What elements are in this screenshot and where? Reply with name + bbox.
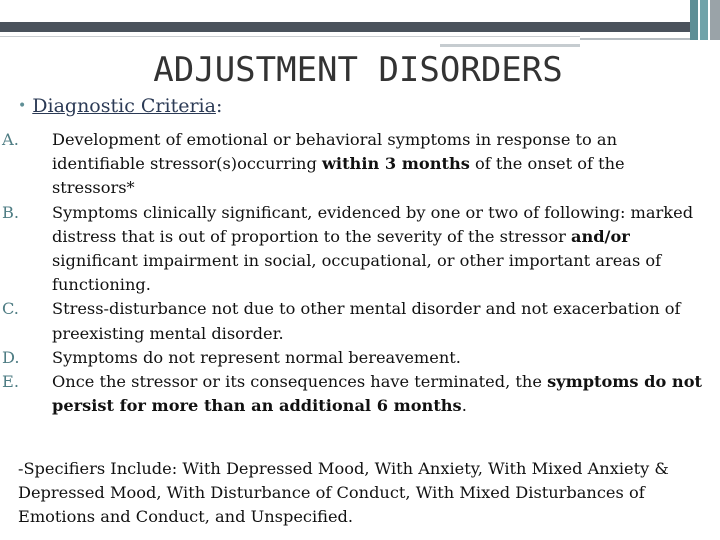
criterion-text: Stress-disturbance not due to other mental disorder and not exacerbation of preexisting mental disorder. [52,299,681,343]
slide-title-text: ADJUSTMENT DISORDERS [153,50,563,90]
subhead [18,95,222,117]
criterion-text: significant impairment in social, occupational, or other important areas of functioning. [52,251,662,295]
bullet-icon: • [18,98,27,114]
subhead-label: Diagnostic Criteria [32,95,216,117]
accent-stripe-3 [710,0,720,40]
criterion-text: . [461,396,467,416]
header-bar [0,22,690,32]
specifiers-paragraph: -Specifiers Include: With Depressed Mood, With Anxiety, With Mixed Anxiety & Depressed Mood, With Disturbance of Conduct, With Mixed Disturbances of Emotions and Conduct, and Unspecified. [18,459,669,527]
slide-top-area [0,0,720,22]
criterion-letter: C. [2,299,19,319]
criterion-text: Development of emotional or behavioral symptoms in response to an identifiable stressor(s)occurring [52,130,618,174]
subhead-colon: : [215,95,223,117]
decor-line-2 [580,38,690,40]
criterion-text: Symptoms clinically significant, evidenced by one or two of following: marked distress that is out of proportion to the severity of the stressor [52,202,694,246]
accent-stripe-1 [690,0,698,40]
criterion-letter: E. [2,372,19,392]
slide-title [0,50,720,90]
criterion-b [0,201,710,298]
criterion-emphasis: within 3 months [322,154,470,174]
criterion-d [0,346,710,370]
decor-line-1 [0,36,580,37]
criterion-c [0,297,710,345]
criterion-text: Once the stressor or its consequences have terminated, the [52,372,548,392]
criterion-letter: D. [2,347,20,367]
criteria-list [0,128,710,418]
decor-line-3 [440,44,580,47]
criterion-text: of the onset of the stressors* [52,154,625,198]
criterion-emphasis: symptoms do not persist for more than an additional 6 months [52,372,702,416]
criterion-emphasis: and/or [570,226,630,246]
criterion-a [0,128,710,201]
accent-stripe-2 [700,0,708,40]
criterion-text: Symptoms do not represent normal bereavement. [52,347,461,367]
criterion-letter: B. [2,202,20,222]
criterion-letter: A. [2,130,19,149]
criterion-e [0,370,710,418]
